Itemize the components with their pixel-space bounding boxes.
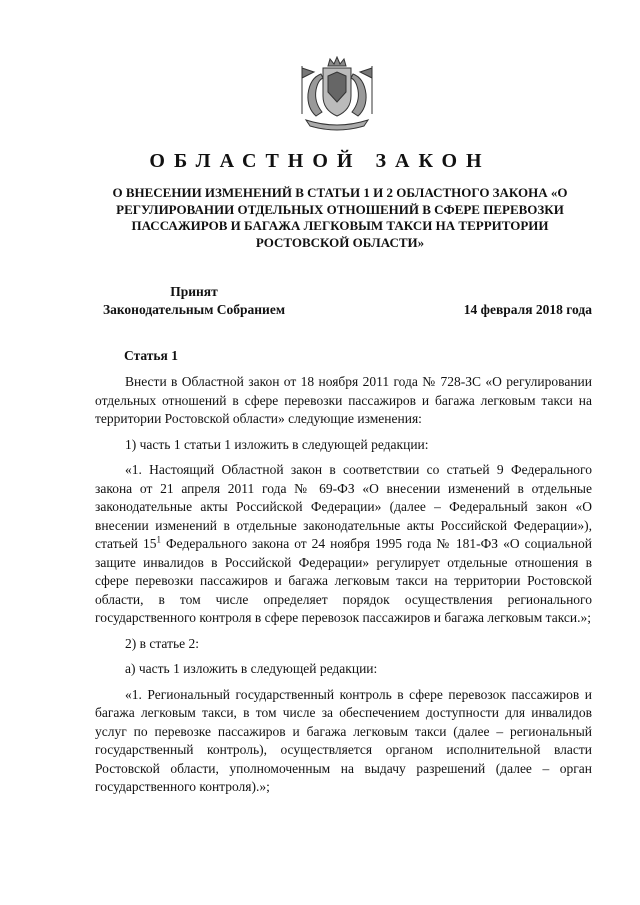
paragraph: «1. Региональный государственный контроль в сфере перевозок пассажиров и багажа легковым такси, в том числе за обеспечением доступности для инвалидов услуг по перевозке пассажиров и багажа легковым такси (далее – региональный государственный контроль), осуществляется органом исполнительной власти Ростовской области, уполномоченным на выдачу разрешений (далее – орган государственного контроля).»;	[95, 686, 592, 794]
paragraph-text: «1. Настоящий Областной закон в соответствии со статьей 9 Федерального закона от 21 апреля 2011 года № 69-ФЗ «О внесении изменений в отдельные законодательные акты Российской Федерации» (далее – Федеральный закон «О внесении изменений в отдельные законодательные акты Российской Федерации»), статьей 15	[95, 462, 592, 551]
paragraph	[95, 461, 592, 628]
article-body	[95, 373, 592, 804]
adoption-body	[94, 283, 294, 319]
document-title: ОБЛАСТНОЙ ЗАКОН	[149, 150, 491, 172]
document-subtitle: О ВНЕСЕНИИ ИЗМЕНЕНИЙ В СТАТЬИ 1 И 2 ОБЛАСТНОГО ЗАКОНА «О РЕГУЛИРОВАНИИ ОТДЕЛЬНЫХ ОТНОШЕНИЙ В СФЕРЕ ПЕРЕВОЗКИ ПАССАЖИРОВ И БАГАЖА ЛЕГКОВЫМ ТАКСИ НА ТЕРРИТОРИИ РОСТОВСКОЙ ОБЛАСТИ»	[112, 185, 568, 250]
paragraph: Внести в Областной закон от 18 ноября 2011 года № 728-ЗС «О регулировании отдельных отношений в сфере перевозки пассажиров и багажа легковым такси на территории Ростовской области» следующие изменения:	[95, 374, 592, 426]
paragraph: а) часть 1 изложить в следующей редакции:	[125, 661, 378, 676]
paragraph: 2) в статье 2:	[125, 635, 199, 651]
adopted-line2: Законодательным Собранием	[102, 302, 286, 317]
adoption-date: 14 февраля 2018 года	[463, 302, 592, 317]
paragraph: 1) часть 1 статьи 1 изложить в следующей редакции:	[125, 436, 429, 452]
superscript: 1	[156, 534, 161, 545]
adopted-line1: Принят	[170, 284, 218, 299]
article-heading: Статья 1	[124, 348, 178, 363]
coat-of-arms-icon	[294, 56, 380, 134]
paragraph-text: Федерального закона от 24 ноября 1995 года № 181-ФЗ «О социальной защите инвалидов в Российской Федерации» регулирует отдельные отношения в сфере перевозки пассажиров и багажа легковым такси на территории Ростовской области, в том числе определяет порядок осуществления регионального государственного контроля в сфере перевозок пассажиров и багажа легковым такси.»;	[95, 536, 592, 625]
